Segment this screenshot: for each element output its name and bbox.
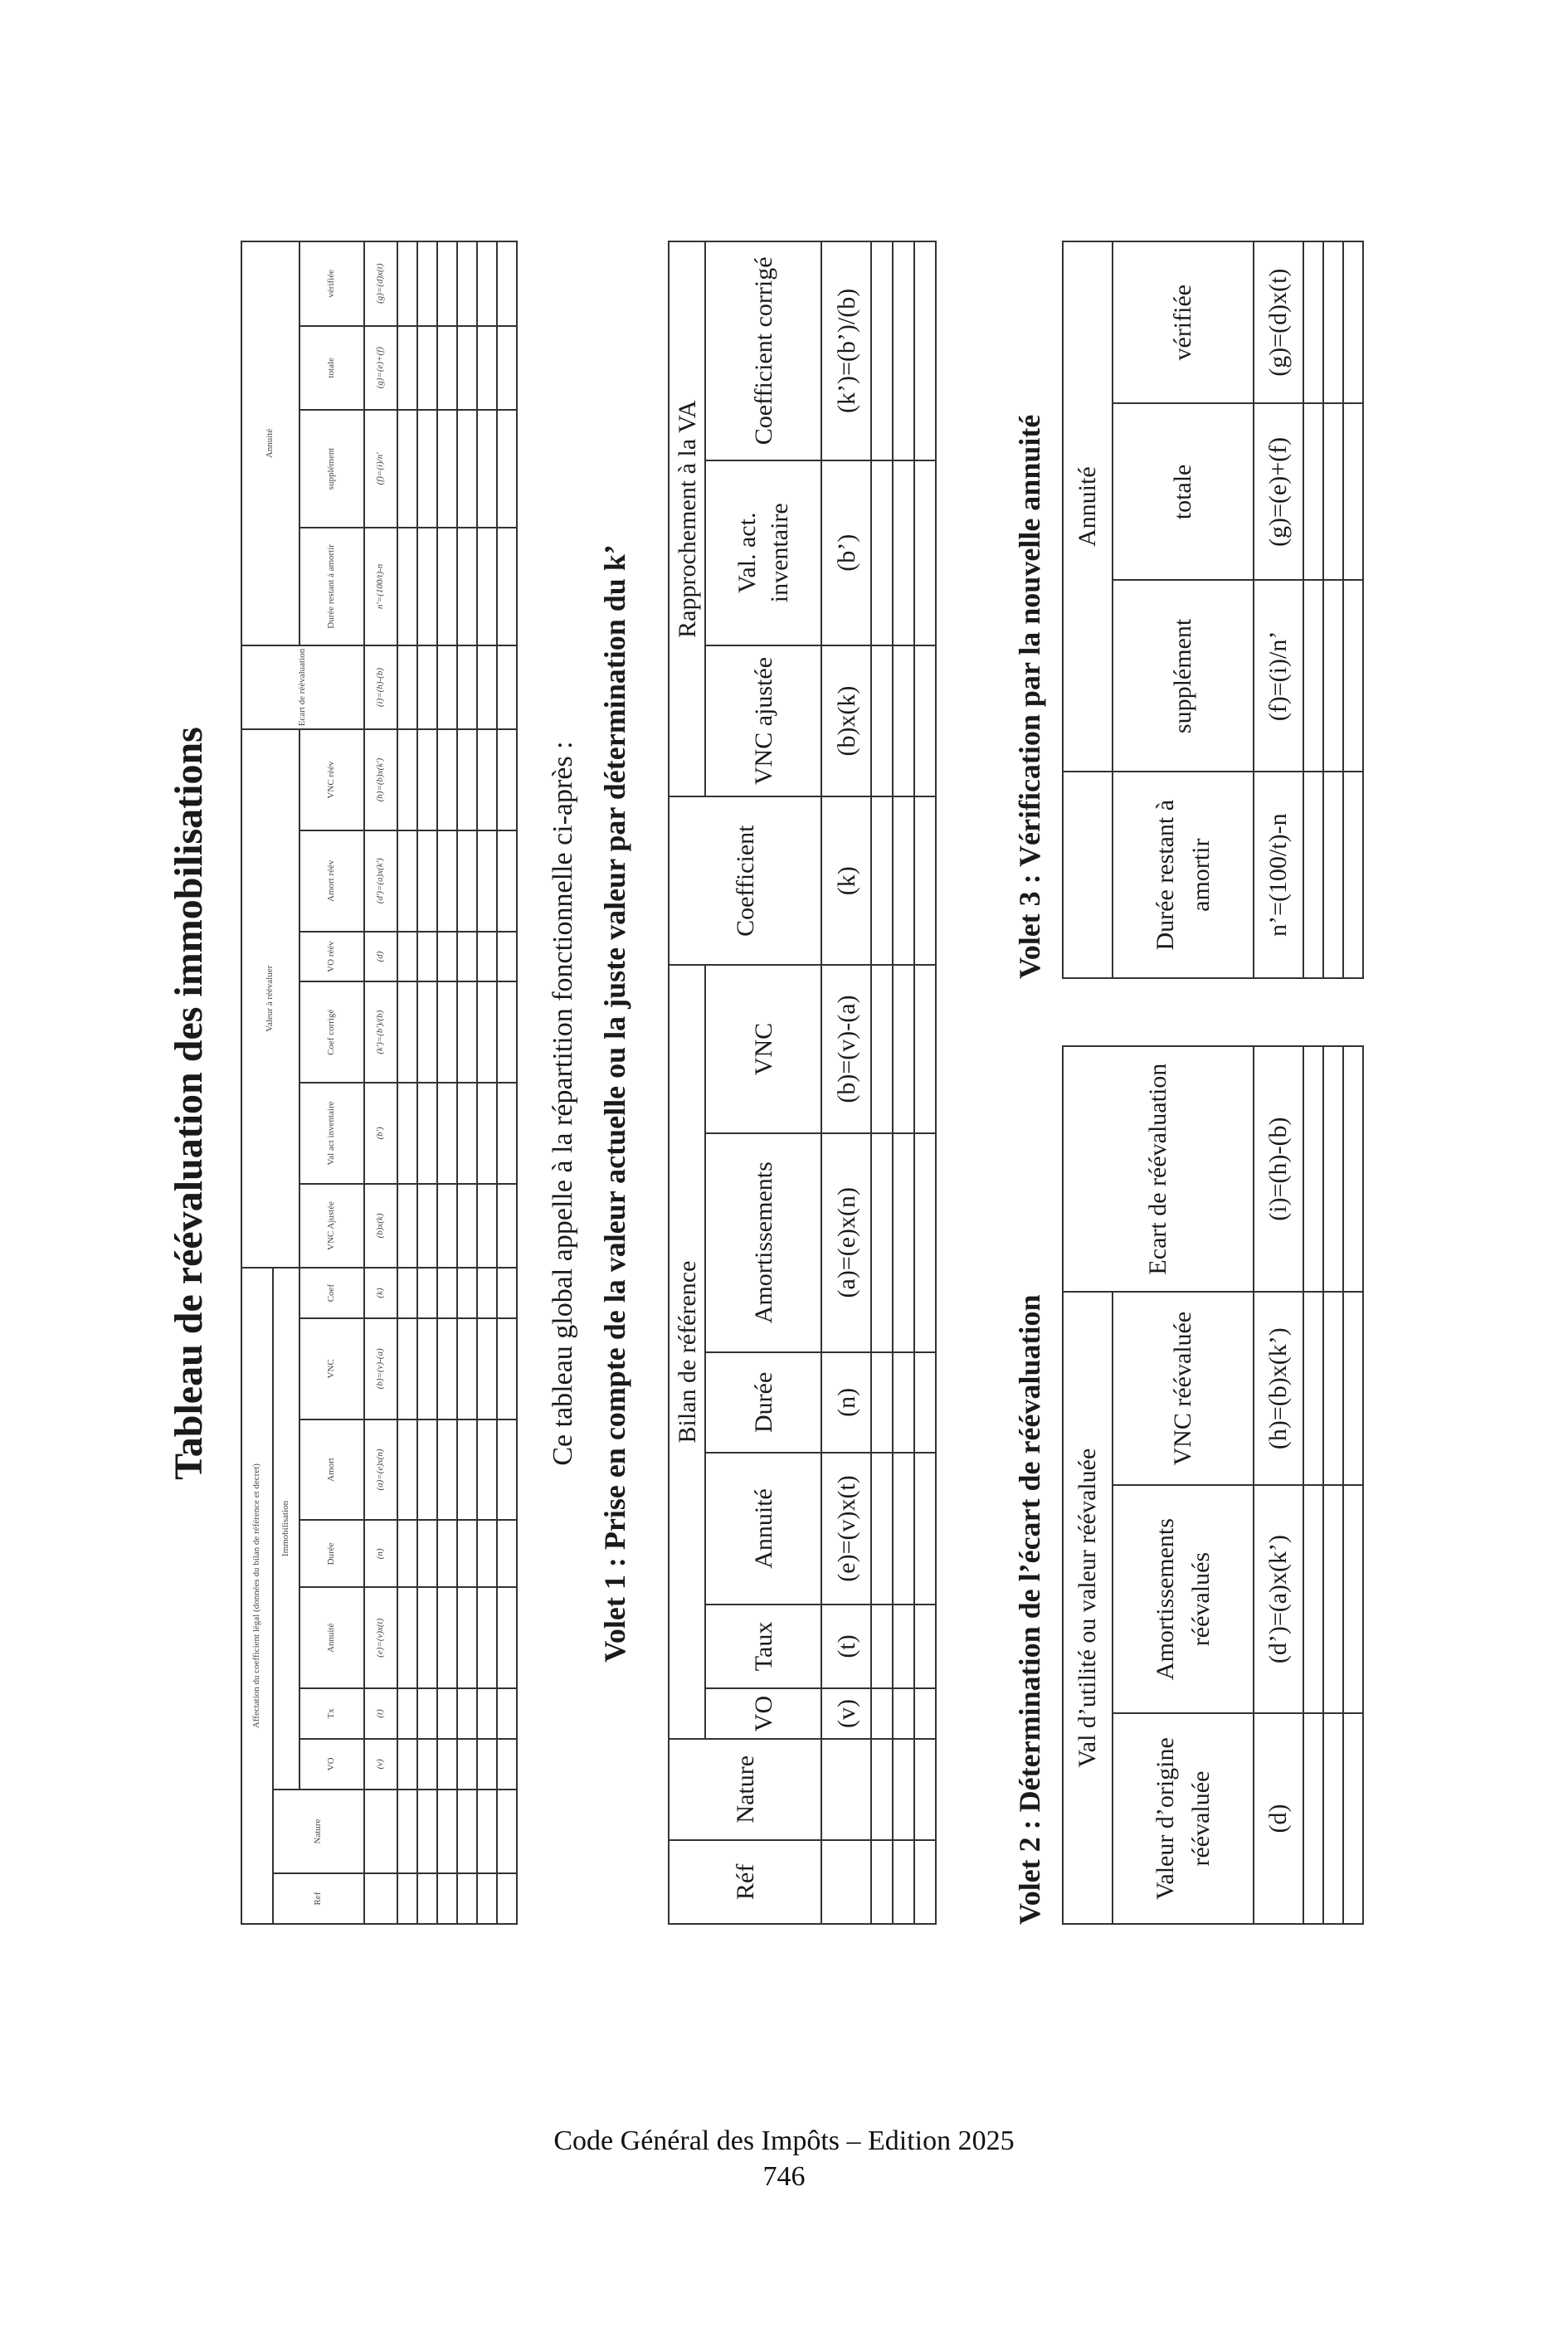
formula-cell: (t) bbox=[821, 1605, 871, 1688]
formula-cell: (d’)=(a)x(k’) bbox=[1254, 1485, 1303, 1713]
formula-cell: (e)=(v)x(t) bbox=[821, 1453, 871, 1605]
volet1-table bbox=[668, 241, 937, 1925]
formula-cell: (h)=(b)x(k') bbox=[364, 729, 397, 830]
formula-cell bbox=[364, 1790, 397, 1873]
rotated-page-content bbox=[166, 232, 1410, 1975]
formula-cell: (g)=(d)x(t) bbox=[364, 241, 397, 326]
col-nature: Nature bbox=[669, 1739, 821, 1840]
formula-cell: (i)=(h)-(b) bbox=[1254, 1046, 1303, 1292]
empty-row bbox=[871, 241, 893, 1924]
col-vnc-ajustee: VNC Ajustée bbox=[299, 1184, 364, 1268]
formula-cell: n'=(100/t)-n bbox=[364, 528, 397, 645]
formula-cell bbox=[364, 1873, 397, 1924]
empty-row bbox=[477, 241, 497, 1924]
volet2-heading: Volet 2 : Détermination de l’écart de réévaluation bbox=[1013, 1294, 1046, 1925]
volet3-heading: Volet 3 : Vérification par la nouvelle annuité bbox=[1013, 414, 1046, 979]
col-annuite: Annuité bbox=[705, 1453, 821, 1605]
formula-cell: (b)=(v)-(a) bbox=[364, 1318, 397, 1419]
empty-row bbox=[497, 241, 517, 1924]
formula-cell: (g)=(d)x(t) bbox=[1254, 241, 1303, 403]
group-annuite: Annuité bbox=[1063, 241, 1113, 772]
formula-cell: (n) bbox=[821, 1352, 871, 1454]
footer-publication: Code Général des Impôts – Edition 2025 bbox=[553, 2126, 1015, 2156]
col-amortissements-reevalues: Amortissements réévalués bbox=[1113, 1485, 1254, 1713]
col-coef: Coef bbox=[299, 1268, 364, 1318]
empty-row bbox=[914, 241, 936, 1924]
col-amort: Amort bbox=[299, 1419, 364, 1521]
empty-row bbox=[1343, 241, 1363, 978]
col-supplement: supplément bbox=[299, 410, 364, 528]
formula-cell: (g)=(e)+(f) bbox=[364, 326, 397, 410]
formula-cell: (h)=(b)x(k’) bbox=[1254, 1292, 1303, 1485]
formula-cell: (e)=(v)x(t) bbox=[364, 1587, 397, 1688]
empty-row bbox=[1303, 1046, 1323, 1924]
volet2-table bbox=[1062, 1045, 1364, 1925]
empty-row bbox=[1323, 1046, 1343, 1924]
col-valeur-origine-reevaluee: Valeur d’origine réévaluée bbox=[1113, 1713, 1254, 1924]
col-duree-restant: Durée restant à amortir bbox=[1113, 772, 1254, 978]
formula-cell: (b)=(v)-(a) bbox=[821, 965, 871, 1133]
col-totale: totale bbox=[299, 326, 364, 410]
empty-row bbox=[397, 241, 417, 1924]
empty-row bbox=[437, 241, 457, 1924]
group-affectation: Affectation du coefficient légal (données du bilan de référence et decret) bbox=[241, 1268, 273, 1924]
formula-cell: (d) bbox=[364, 932, 397, 982]
col-amort-reev: Amort réév bbox=[299, 830, 364, 932]
col-duree: Durée bbox=[299, 1520, 364, 1587]
col-duree-restant: Durée restant à amortir bbox=[299, 528, 364, 645]
formula-cell: (t) bbox=[364, 1688, 397, 1739]
col-vnc-reev: VNC réév bbox=[299, 729, 364, 830]
volet1-heading: Volet 1 : Prise en compte de la valeur actuelle ou la juste valeur par détermination du k’ bbox=[598, 544, 631, 1663]
col-verifiee: vérifiée bbox=[1113, 241, 1254, 403]
group-val-utilite: Val d’utilité ou valeur réévaluée bbox=[1063, 1292, 1113, 1924]
col-verifiee: vérifiée bbox=[299, 241, 364, 326]
formula-row bbox=[821, 241, 871, 1924]
empty-row bbox=[1303, 241, 1323, 978]
empty-row bbox=[417, 241, 437, 1924]
formula-cell: (b)x(k) bbox=[364, 1184, 397, 1268]
empty-row bbox=[457, 241, 477, 1924]
formula-cell: (g)=(e)+(f) bbox=[1254, 403, 1303, 580]
formula-row bbox=[1254, 1046, 1303, 1924]
group-immobilisation: Immobilisation bbox=[273, 1268, 299, 1790]
group-valeur-a-reevaluer: Valeur à réévaluer bbox=[241, 729, 299, 1268]
formula-cell: (b') bbox=[364, 1083, 397, 1184]
formula-cell: (k’)=(b’)/(b) bbox=[821, 241, 871, 460]
formula-cell: (n) bbox=[364, 1520, 397, 1587]
formula-cell: n’=(100/t)-n bbox=[1254, 772, 1303, 978]
formula-cell: (k')=(b')/(b) bbox=[364, 981, 397, 1083]
col-ecart-reevaluation: Ecart de réévaluation bbox=[241, 645, 364, 729]
col-taux: Taux bbox=[705, 1605, 821, 1688]
empty-row bbox=[1343, 1046, 1363, 1924]
formula-row bbox=[364, 241, 397, 1924]
empty-row bbox=[893, 241, 914, 1924]
formula-cell: (k) bbox=[364, 1268, 397, 1318]
revaluation-summary-table bbox=[241, 241, 518, 1925]
volet3-table bbox=[1062, 241, 1364, 979]
col-amortissements: Amortissements bbox=[705, 1133, 821, 1352]
col-annuite: Annuité bbox=[299, 1587, 364, 1688]
col-totale: totale bbox=[1113, 403, 1254, 580]
col-ref: Ref bbox=[273, 1873, 364, 1924]
empty-row bbox=[1323, 241, 1343, 978]
formula-cell: (v) bbox=[364, 1739, 397, 1790]
formula-cell: (k) bbox=[821, 796, 871, 965]
col-val-act-inventaire: Val. act. inventaire bbox=[705, 460, 821, 645]
formula-cell: (b)x(k) bbox=[821, 645, 871, 797]
col-nature: Nature bbox=[273, 1790, 364, 1873]
col-vnc-reevaluee: VNC réévaluée bbox=[1113, 1292, 1254, 1485]
page-title: Tableau de réévaluation des immobilisations bbox=[167, 727, 211, 1480]
formula-cell: (a)=(e)x(n) bbox=[821, 1133, 871, 1352]
col-ecart-reevaluation: Ecart de réévaluation bbox=[1063, 1046, 1254, 1292]
col-vnc-ajustee: VNC ajustée bbox=[705, 645, 821, 797]
col-tx: Tx bbox=[299, 1688, 364, 1739]
intro-text: Ce tableau global appelle à la répartition fonctionnelle ci-après : bbox=[548, 741, 578, 1466]
col-coef-corrige: Coef corrigé bbox=[299, 981, 364, 1083]
col-vnc: VNC bbox=[705, 965, 821, 1133]
group-annuite: Annuité bbox=[241, 241, 299, 645]
group-bilan-reference: Bilan de référence bbox=[669, 965, 705, 1739]
col-ref: Réf bbox=[669, 1840, 821, 1924]
group-rapprochement-va: Rapprochement à la VA bbox=[669, 241, 705, 796]
formula-cell: (b’) bbox=[821, 460, 871, 645]
col-coefficient-corrige: Coefficient corrigé bbox=[705, 241, 821, 460]
formula-cell: (d')=(a)x(k') bbox=[364, 830, 397, 932]
formula-cell: (v) bbox=[821, 1688, 871, 1739]
col-coefficient: Coefficient bbox=[669, 796, 821, 965]
formula-cell: (f)=(i)/n' bbox=[364, 410, 397, 528]
col-val-act-inventaire: Val act inventaire bbox=[299, 1083, 364, 1184]
formula-row bbox=[1254, 241, 1303, 978]
col-vo: VO bbox=[705, 1688, 821, 1739]
formula-cell: (f)=(i)/n’ bbox=[1254, 581, 1303, 772]
col-vnc: VNC bbox=[299, 1318, 364, 1419]
col-vo-reev: VO réév bbox=[299, 932, 364, 982]
formula-cell: (i)=(h)-(b) bbox=[364, 645, 397, 729]
formula-cell: (d) bbox=[1254, 1713, 1303, 1924]
col-duree: Durée bbox=[705, 1352, 821, 1454]
formula-cell: (a)=(e)x(n) bbox=[364, 1419, 397, 1521]
page-footer bbox=[0, 2124, 1568, 2194]
page-number: 746 bbox=[762, 2160, 806, 2192]
col-vo: VO bbox=[299, 1739, 364, 1790]
empty-header-cell bbox=[1063, 772, 1113, 978]
col-supplement: supplément bbox=[1113, 581, 1254, 772]
